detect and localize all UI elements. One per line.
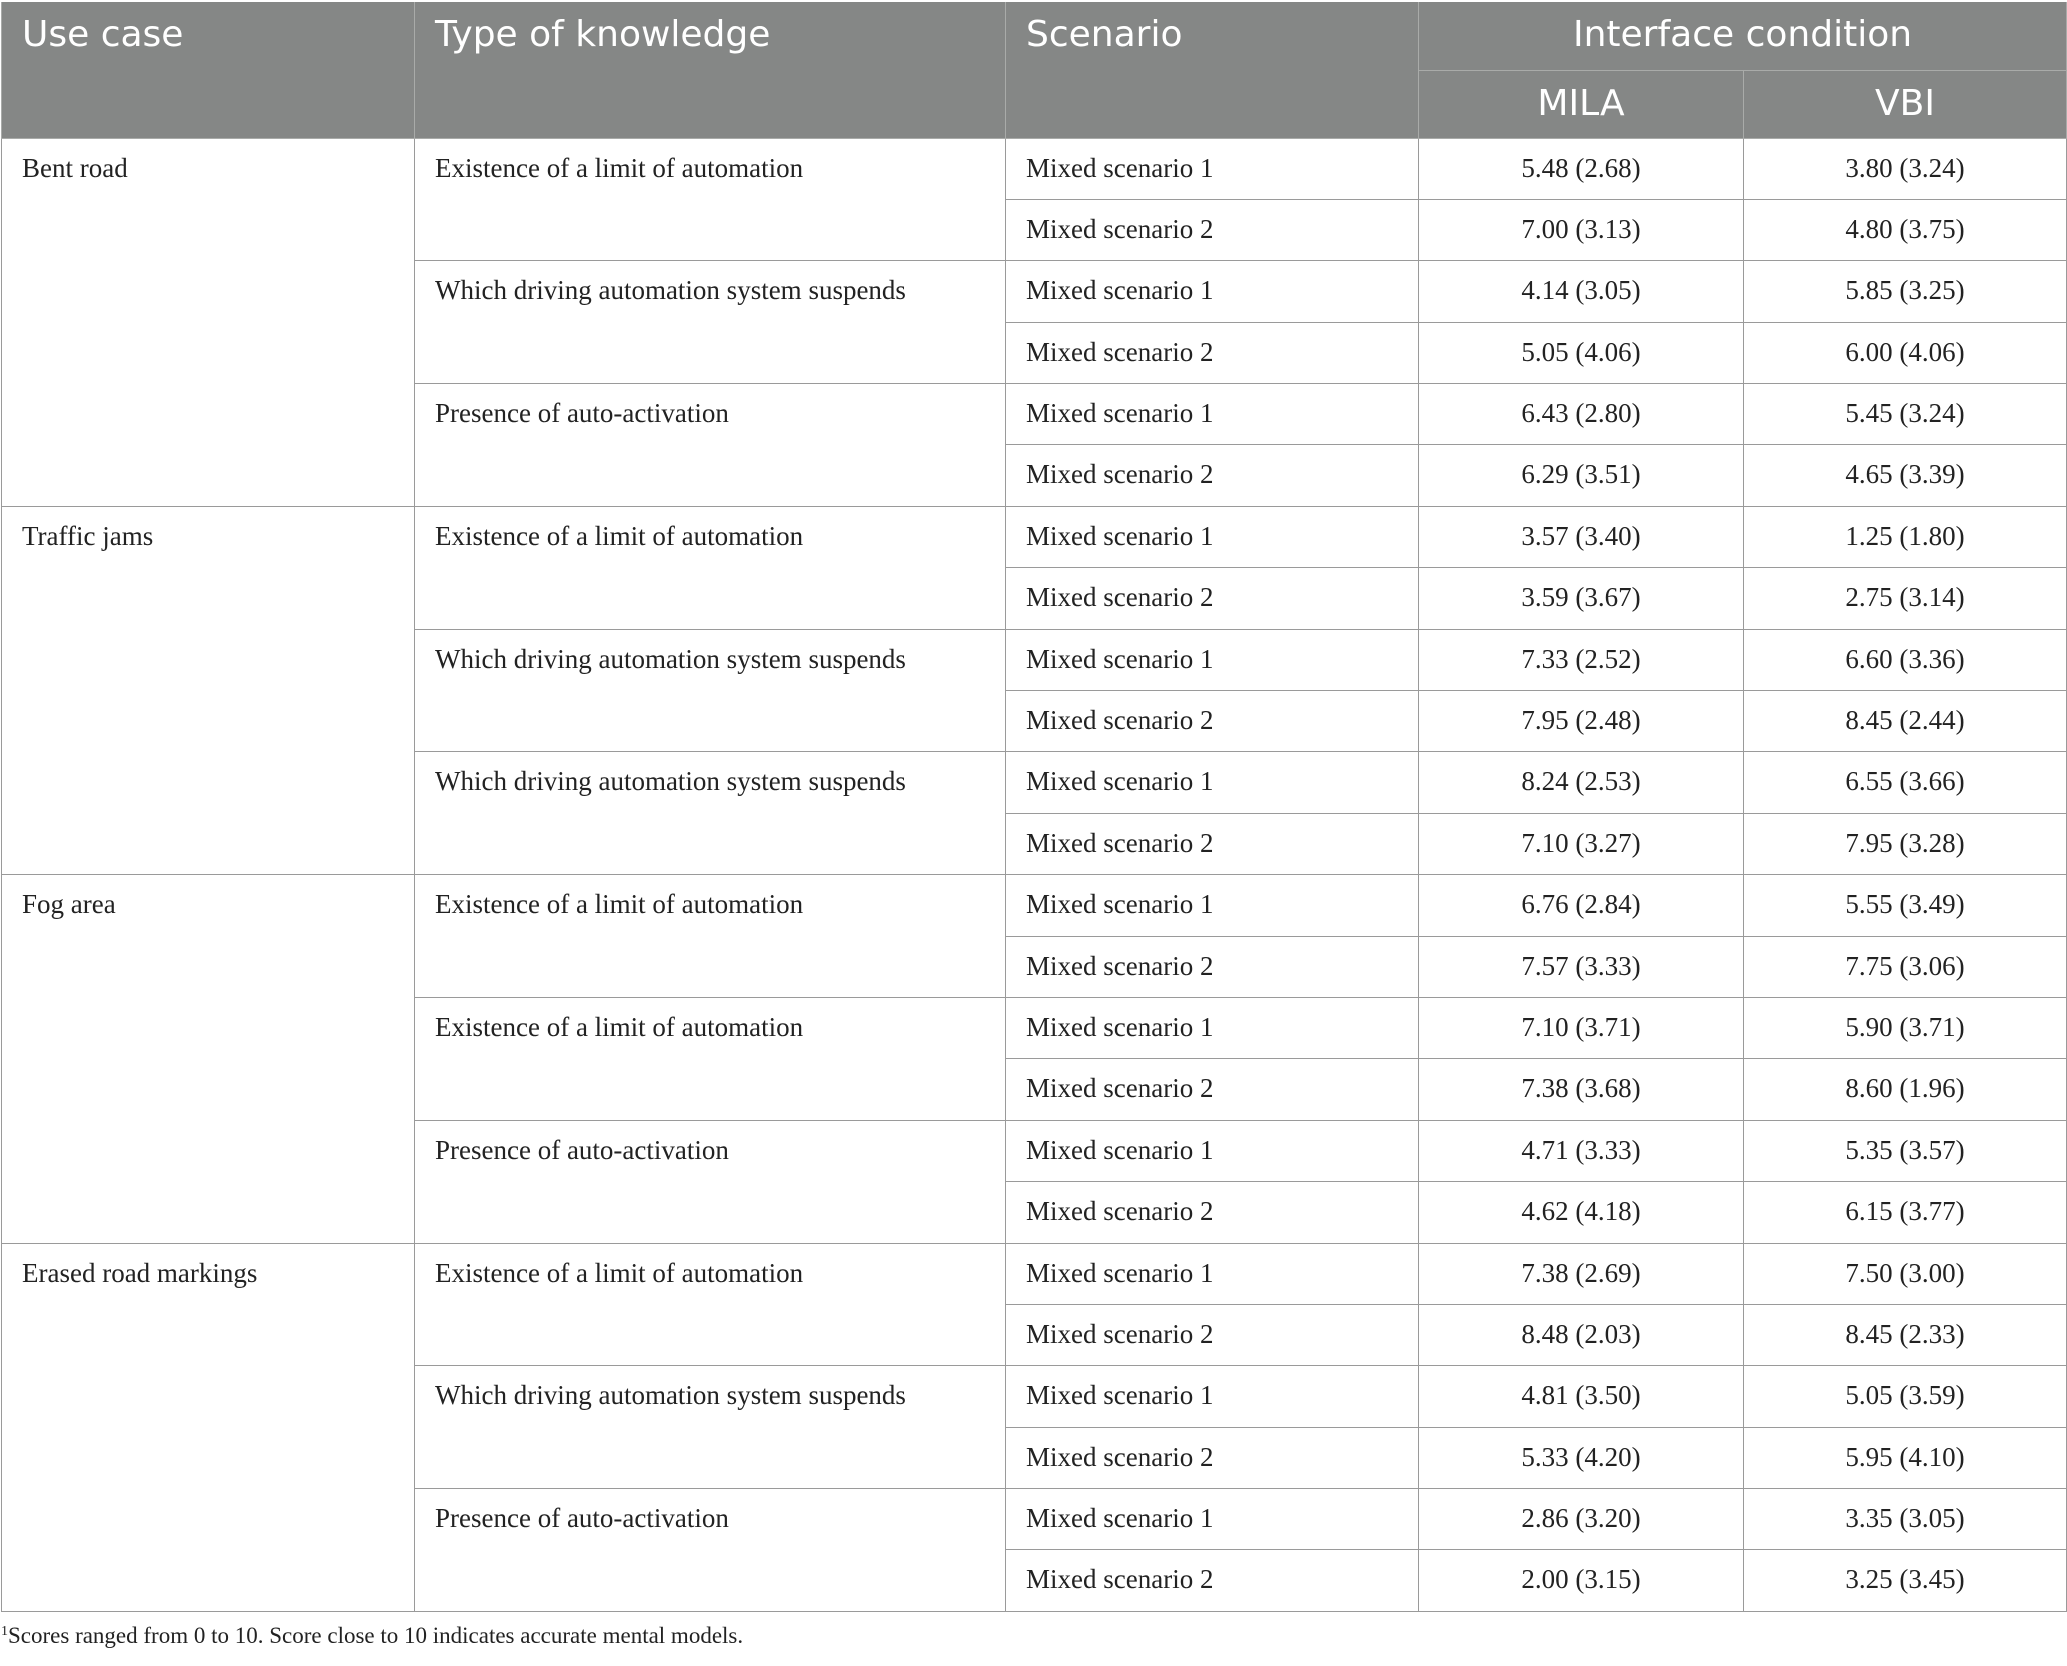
cell-vbi-score: 6.60 (3.36) — [1744, 629, 2067, 690]
cell-vbi-score: 8.60 (1.96) — [1744, 1059, 2067, 1120]
cell-scenario: Mixed scenario 1 — [1006, 1366, 1419, 1427]
cell-knowledge-type: Which driving automation system suspends — [415, 629, 1006, 752]
header-use-case: Use case — [2, 2, 415, 138]
cell-mila-score: 7.38 (2.69) — [1419, 1243, 1744, 1304]
header-mila: MILA — [1419, 70, 1744, 138]
header-interface-condition: Interface condition — [1419, 2, 2067, 70]
cell-scenario: Mixed scenario 1 — [1006, 384, 1419, 445]
table-row — [2, 1243, 2067, 1304]
cell-scenario: Mixed scenario 2 — [1006, 568, 1419, 629]
cell-scenario: Mixed scenario 1 — [1006, 1120, 1419, 1181]
cell-mila-score: 7.95 (2.48) — [1419, 691, 1744, 752]
cell-use-case: Traffic jams — [2, 506, 415, 874]
cell-knowledge-type: Presence of auto-activation — [415, 1489, 1006, 1612]
cell-vbi-score: 6.55 (3.66) — [1744, 752, 2067, 813]
cell-vbi-score: 7.75 (3.06) — [1744, 936, 2067, 997]
cell-knowledge-type: Existence of a limit of automation — [415, 997, 1006, 1120]
cell-scenario: Mixed scenario 1 — [1006, 875, 1419, 936]
cell-knowledge-type: Which driving automation system suspends — [415, 752, 1006, 875]
cell-knowledge-type: Existence of a limit of automation — [415, 875, 1006, 998]
cell-vbi-score: 1.25 (1.80) — [1744, 506, 2067, 567]
cell-knowledge-type: Presence of auto-activation — [415, 1120, 1006, 1243]
cell-vbi-score: 5.05 (3.59) — [1744, 1366, 2067, 1427]
cell-mila-score: 5.33 (4.20) — [1419, 1427, 1744, 1488]
cell-scenario: Mixed scenario 1 — [1006, 752, 1419, 813]
cell-vbi-score: 4.65 (3.39) — [1744, 445, 2067, 506]
table-header — [2, 2, 2067, 138]
cell-mila-score: 6.43 (2.80) — [1419, 384, 1744, 445]
cell-mila-score: 8.24 (2.53) — [1419, 752, 1744, 813]
cell-use-case: Fog area — [2, 875, 415, 1243]
cell-scenario: Mixed scenario 2 — [1006, 1304, 1419, 1365]
cell-mila-score: 4.62 (4.18) — [1419, 1182, 1744, 1243]
results-table — [1, 2, 2067, 1612]
cell-scenario: Mixed scenario 2 — [1006, 691, 1419, 752]
cell-mila-score: 3.59 (3.67) — [1419, 568, 1744, 629]
cell-knowledge-type: Existence of a limit of automation — [415, 506, 1006, 629]
cell-mila-score: 5.48 (2.68) — [1419, 138, 1744, 199]
cell-mila-score: 7.57 (3.33) — [1419, 936, 1744, 997]
cell-vbi-score: 3.80 (3.24) — [1744, 138, 2067, 199]
table-row — [2, 506, 2067, 567]
cell-scenario: Mixed scenario 2 — [1006, 445, 1419, 506]
cell-scenario: Mixed scenario 1 — [1006, 506, 1419, 567]
header-scenario: Scenario — [1006, 2, 1419, 138]
cell-vbi-score: 7.50 (3.00) — [1744, 1243, 2067, 1304]
cell-vbi-score: 3.35 (3.05) — [1744, 1489, 2067, 1550]
footnote-marker: 1 — [1, 1624, 8, 1639]
cell-scenario: Mixed scenario 2 — [1006, 1427, 1419, 1488]
cell-vbi-score: 8.45 (2.44) — [1744, 691, 2067, 752]
cell-mila-score: 5.05 (4.06) — [1419, 322, 1744, 383]
cell-knowledge-type: Existence of a limit of automation — [415, 1243, 1006, 1366]
cell-vbi-score: 7.95 (3.28) — [1744, 813, 2067, 874]
table-row — [2, 138, 2067, 199]
results-table-container — [1, 2, 2066, 1612]
cell-scenario: Mixed scenario 2 — [1006, 813, 1419, 874]
table-row — [2, 875, 2067, 936]
cell-vbi-score: 3.25 (3.45) — [1744, 1550, 2067, 1611]
cell-mila-score: 4.71 (3.33) — [1419, 1120, 1744, 1181]
cell-mila-score: 6.76 (2.84) — [1419, 875, 1744, 936]
cell-use-case: Erased road markings — [2, 1243, 415, 1611]
cell-vbi-score: 6.00 (4.06) — [1744, 322, 2067, 383]
cell-scenario: Mixed scenario 1 — [1006, 1489, 1419, 1550]
footnote-text: Scores ranged from 0 to 10. Score close to 10 indicates accurate mental models. — [8, 1623, 744, 1648]
cell-vbi-score: 5.85 (3.25) — [1744, 261, 2067, 322]
cell-scenario: Mixed scenario 1 — [1006, 1243, 1419, 1304]
cell-scenario: Mixed scenario 2 — [1006, 1059, 1419, 1120]
cell-mila-score: 3.57 (3.40) — [1419, 506, 1744, 567]
cell-vbi-score: 6.15 (3.77) — [1744, 1182, 2067, 1243]
cell-knowledge-type: Which driving automation system suspends — [415, 261, 1006, 384]
cell-scenario: Mixed scenario 1 — [1006, 261, 1419, 322]
header-vbi: VBI — [1744, 70, 2067, 138]
cell-vbi-score: 5.45 (3.24) — [1744, 384, 2067, 445]
cell-scenario: Mixed scenario 2 — [1006, 1182, 1419, 1243]
cell-scenario: Mixed scenario 2 — [1006, 936, 1419, 997]
cell-mila-score: 4.14 (3.05) — [1419, 261, 1744, 322]
cell-vbi-score: 5.95 (4.10) — [1744, 1427, 2067, 1488]
cell-mila-score: 2.00 (3.15) — [1419, 1550, 1744, 1611]
table-body — [2, 138, 2067, 1611]
cell-scenario: Mixed scenario 2 — [1006, 199, 1419, 260]
cell-mila-score: 7.10 (3.27) — [1419, 813, 1744, 874]
cell-vbi-score: 5.90 (3.71) — [1744, 997, 2067, 1058]
cell-scenario: Mixed scenario 2 — [1006, 322, 1419, 383]
cell-vbi-score: 5.35 (3.57) — [1744, 1120, 2067, 1181]
header-type-of-knowledge: Type of knowledge — [415, 2, 1006, 138]
cell-vbi-score: 8.45 (2.33) — [1744, 1304, 2067, 1365]
footnote — [1, 1623, 743, 1649]
cell-mila-score: 6.29 (3.51) — [1419, 445, 1744, 506]
cell-use-case: Bent road — [2, 138, 415, 506]
cell-mila-score: 7.10 (3.71) — [1419, 997, 1744, 1058]
cell-mila-score: 7.00 (3.13) — [1419, 199, 1744, 260]
cell-vbi-score: 2.75 (3.14) — [1744, 568, 2067, 629]
cell-knowledge-type: Presence of auto-activation — [415, 384, 1006, 507]
cell-mila-score: 4.81 (3.50) — [1419, 1366, 1744, 1427]
cell-mila-score: 2.86 (3.20) — [1419, 1489, 1744, 1550]
cell-mila-score: 8.48 (2.03) — [1419, 1304, 1744, 1365]
cell-mila-score: 7.38 (3.68) — [1419, 1059, 1744, 1120]
cell-vbi-score: 5.55 (3.49) — [1744, 875, 2067, 936]
cell-scenario: Mixed scenario 1 — [1006, 629, 1419, 690]
cell-mila-score: 7.33 (2.52) — [1419, 629, 1744, 690]
cell-knowledge-type: Which driving automation system suspends — [415, 1366, 1006, 1489]
cell-vbi-score: 4.80 (3.75) — [1744, 199, 2067, 260]
cell-knowledge-type: Existence of a limit of automation — [415, 138, 1006, 261]
cell-scenario: Mixed scenario 1 — [1006, 997, 1419, 1058]
cell-scenario: Mixed scenario 2 — [1006, 1550, 1419, 1611]
cell-scenario: Mixed scenario 1 — [1006, 138, 1419, 199]
